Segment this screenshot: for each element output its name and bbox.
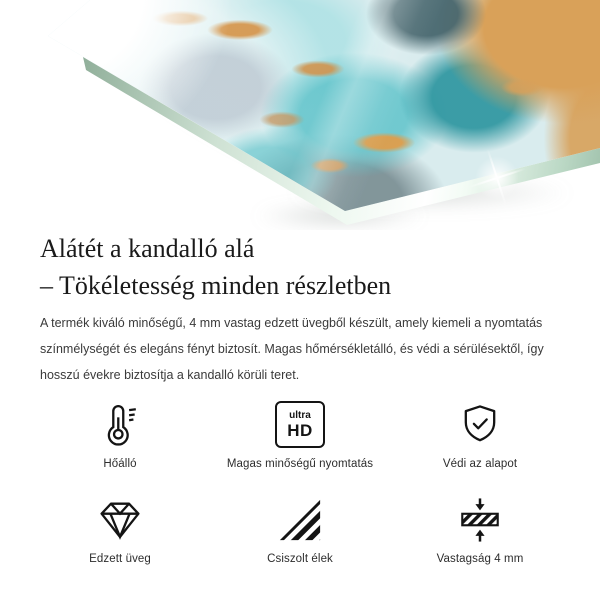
feature-label: Magas minőségű nyomtatás xyxy=(226,458,374,470)
product-description: A termék kiváló minőségű, 4 mm vastag edzett üvegből készült, amely kiemeli a nyomtatás színmélységét és elegáns fényt biztosít. Magas hőmérsékletálló, és védi a sérülésektől, így hosszú évekre biztosítja a kandalló körüli teret. xyxy=(40,316,544,382)
feature-thickness xyxy=(390,496,570,565)
feature-polished-edges xyxy=(210,496,390,565)
feature-label: Vastagság 4 mm xyxy=(436,553,524,565)
page-title-line1: Alátét a kandalló alá xyxy=(40,234,255,263)
feature-label: Csiszolt élek xyxy=(267,553,333,565)
ultra-hd-icon: ultra HD xyxy=(275,401,325,448)
polished-edges-icon xyxy=(277,497,323,543)
feature-tempered-glass xyxy=(30,496,210,565)
thermometer-icon xyxy=(97,402,143,448)
product-image xyxy=(0,0,600,230)
feature-grid xyxy=(30,401,570,565)
feature-protects-base xyxy=(390,401,570,470)
page-title-line2: – Tökéletesség minden részletben xyxy=(40,271,392,300)
feature-label: Hőálló xyxy=(103,458,137,470)
diamond-icon xyxy=(97,497,143,543)
feature-heat-resistant xyxy=(30,401,210,470)
feature-label: Edzett üveg xyxy=(89,553,151,565)
page-title xyxy=(40,230,570,304)
thickness-icon xyxy=(457,497,503,543)
feature-print-quality xyxy=(210,401,390,470)
feature-label: Védi az alapot xyxy=(442,458,518,470)
shield-check-icon xyxy=(457,402,503,448)
